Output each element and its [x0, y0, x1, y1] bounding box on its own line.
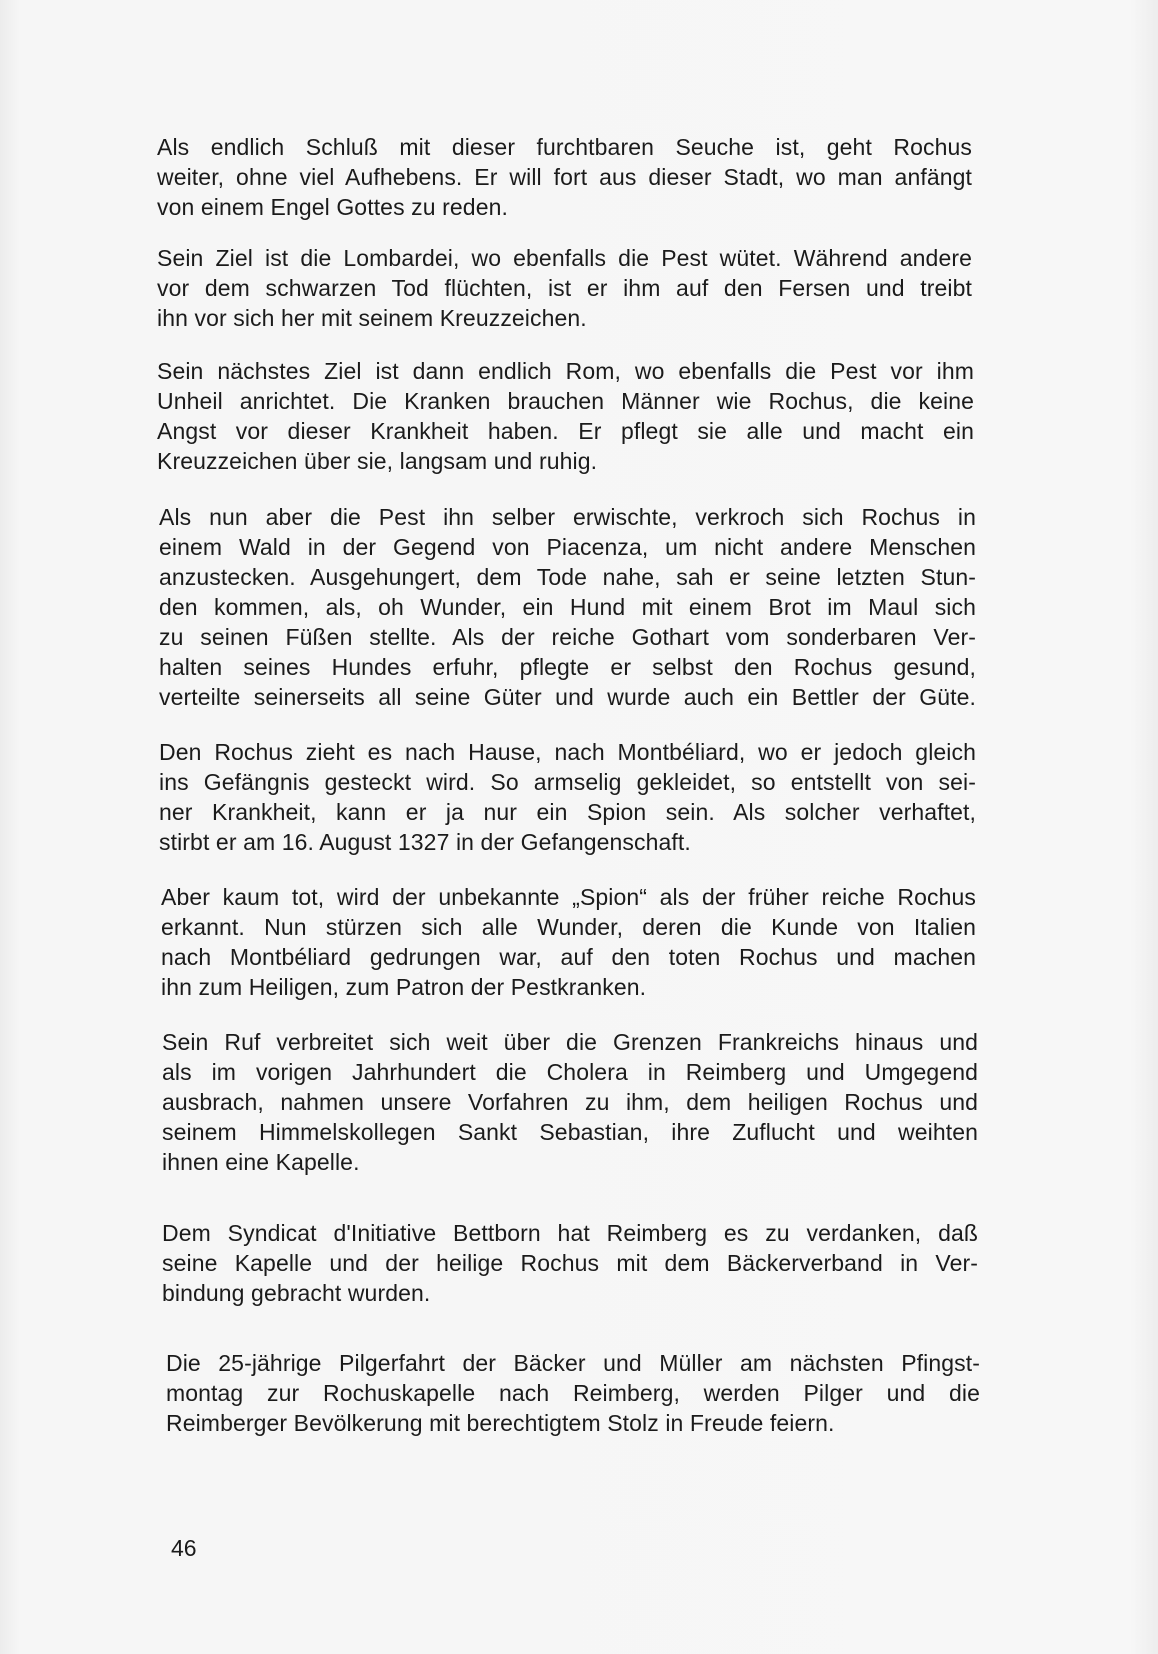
- text-line: einem Wald in der Gegend von Piacenza, um nicht andere Menschen: [159, 534, 976, 560]
- text-line: ins Gefängnis gesteckt wird. So armselig gekleidet, so entstellt von sei-: [159, 769, 976, 795]
- text-line: Die 25-jährige Pilgerfahrt der Bäcker und Müller am nächsten Pfingst-: [166, 1350, 980, 1376]
- text-line: weiter, ohne viel Aufhebens. Er will fort aus dieser Stadt, wo man anfängt: [157, 164, 972, 190]
- text-line: als im vorigen Jahrhundert die Cholera in Reimberg und Umgegend: [162, 1059, 978, 1085]
- text-line: Dem Syndicat d'Initiative Bettborn hat Reimberg es zu verdanken, daß: [162, 1220, 978, 1246]
- text-line: ner Krankheit, kann er ja nur ein Spion sein. Als solcher verhaftet,: [159, 799, 976, 825]
- text-line: seine Kapelle und der heilige Rochus mit dem Bäckerverband in Ver-: [162, 1250, 978, 1276]
- text-line: ausbrach, nahmen unsere Vorfahren zu ihm, dem heiligen Rochus und: [162, 1089, 978, 1115]
- text-line: ihn vor sich her mit seinem Kreuzzeichen.: [157, 305, 587, 331]
- text-line: verteilte seinerseits all seine Güter und wurde auch ein Bettler der Güte.: [159, 684, 976, 710]
- text-line: den kommen, als, oh Wunder, ein Hund mit einem Brot im Maul sich: [159, 594, 976, 620]
- paragraph-8: [162, 1218, 978, 1308]
- text-line: seinem Himmelskollegen Sankt Sebastian, ihre Zuflucht und weihten: [162, 1119, 978, 1145]
- text-line: Als nun aber die Pest ihn selber erwischte, verkroch sich Rochus in: [159, 504, 976, 530]
- text-line: ihn zum Heiligen, zum Patron der Pestkranken.: [161, 974, 647, 1000]
- text-line: halten seines Hundes erfuhr, pflegte er selbst den Rochus gesund,: [159, 654, 976, 680]
- paragraph-3: [157, 356, 974, 476]
- text-line: montag zur Rochuskapelle nach Reimberg, werden Pilger und die: [166, 1380, 980, 1406]
- text-line: stirbt er am 16. August 1327 in der Gefangenschaft.: [159, 829, 691, 855]
- text-line: bindung gebracht wurden.: [162, 1280, 431, 1306]
- paragraph-5: [159, 737, 976, 857]
- text-line: Sein Ziel ist die Lombardei, wo ebenfalls die Pest wütet. Während andere: [157, 245, 972, 271]
- text-line: Aber kaum tot, wird der unbekannte „Spion“ als der früher reiche Rochus: [161, 884, 976, 910]
- text-line: anzustecken. Ausgehungert, dem Tode nahe, sah er seine letzten Stun-: [159, 564, 976, 590]
- text-line: Sein Ruf verbreitet sich weit über die Grenzen Frankreichs hinaus und: [162, 1029, 978, 1055]
- text-line: Angst vor dieser Krankheit haben. Er pflegt sie alle und macht ein: [157, 418, 974, 444]
- paragraph-2: [157, 243, 972, 333]
- text-line: vor dem schwarzen Tod flüchten, ist er ihm auf den Fersen und treibt: [157, 275, 972, 301]
- paragraph-6: [161, 882, 976, 1002]
- text-line: Sein nächstes Ziel ist dann endlich Rom, wo ebenfalls die Pest vor ihm: [157, 358, 974, 384]
- paragraph-9: [166, 1348, 980, 1438]
- text-line: Den Rochus zieht es nach Hause, nach Montbéliard, wo er jedoch gleich: [159, 739, 976, 765]
- text-line: Als endlich Schluß mit dieser furchtbaren Seuche ist, geht Rochus: [157, 134, 972, 160]
- paragraph-4: [159, 502, 976, 712]
- text-line: erkannt. Nun stürzen sich alle Wunder, deren die Kunde von Italien: [161, 914, 976, 940]
- paragraph-1: [157, 132, 972, 222]
- text-line: von einem Engel Gottes zu reden.: [157, 194, 508, 220]
- text-line: Unheil anrichtet. Die Kranken brauchen Männer wie Rochus, die keine: [157, 388, 974, 414]
- text-line: Kreuzzeichen über sie, langsam und ruhig.: [157, 448, 598, 474]
- text-line: ihnen eine Kapelle.: [162, 1149, 360, 1175]
- text-line: Reimberger Bevölkerung mit berechtigtem Stolz in Freude feiern.: [166, 1410, 835, 1436]
- paragraph-7: [162, 1027, 978, 1177]
- text-line: zu seinen Füßen stellte. Als der reiche Gothart vom sonderbaren Ver-: [159, 624, 976, 650]
- text-line: nach Montbéliard gedrungen war, auf den toten Rochus und machen: [161, 944, 976, 970]
- page-number: 46: [171, 1535, 197, 1561]
